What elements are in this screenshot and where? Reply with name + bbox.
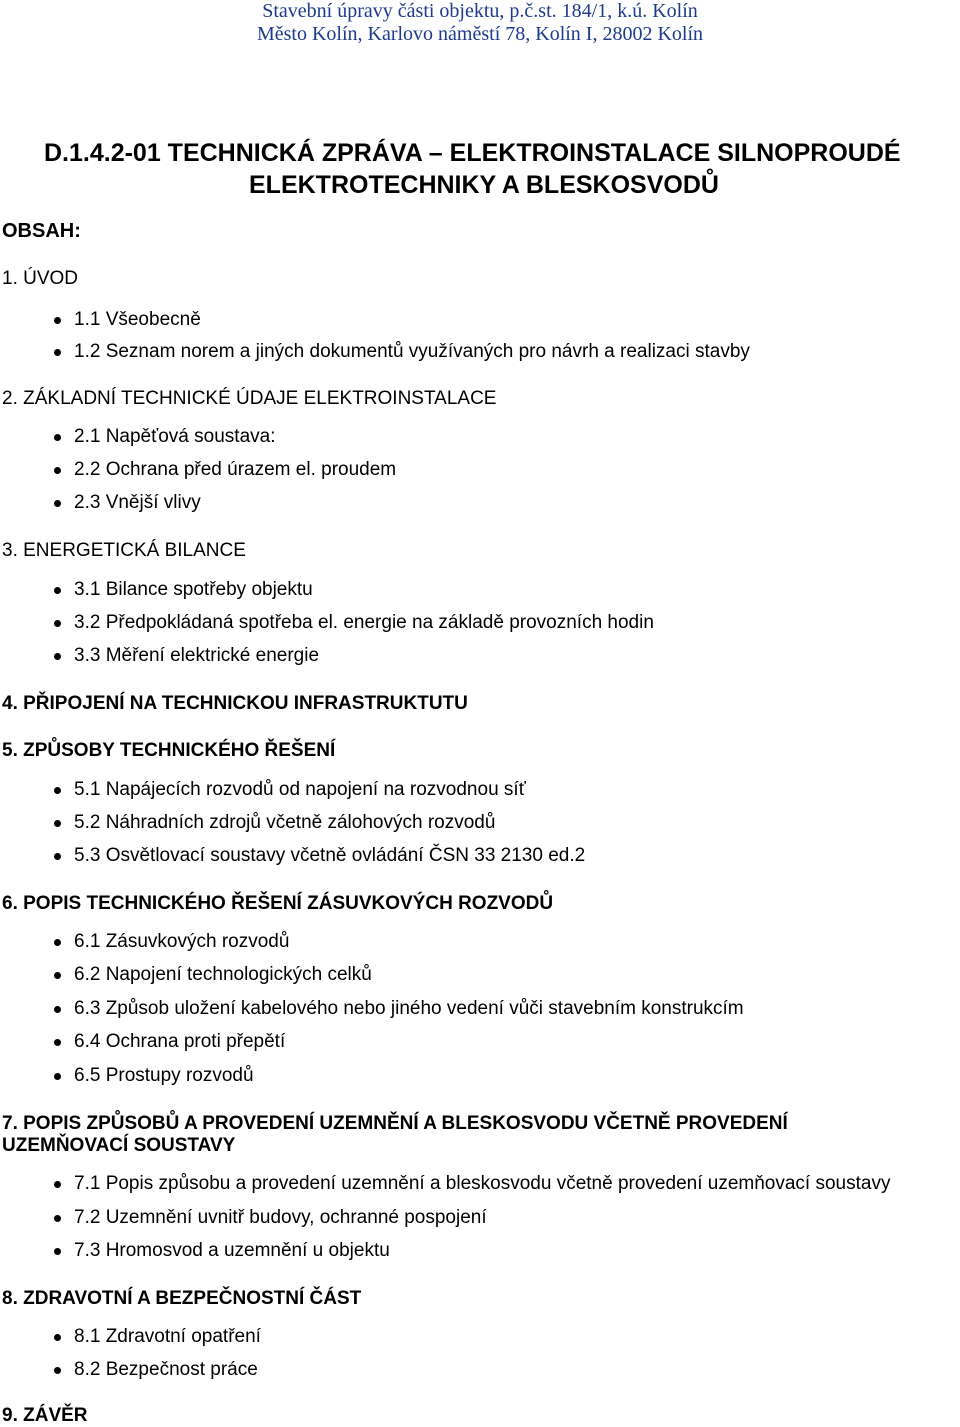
- toc-section-5-heading: 5. ZPŮSOBY TECHNICKÉHO ŘEŠENÍ: [2, 740, 336, 761]
- contents-label: OBSAH:: [2, 220, 81, 242]
- bullet-icon: [54, 317, 61, 324]
- bullet-icon: [54, 349, 61, 356]
- bullet-icon: [54, 1006, 61, 1013]
- toc-item-5-2: 5.2 Náhradních zdrojů včetně zálohových rozvodů: [54, 812, 495, 834]
- bullet-icon: [54, 972, 61, 979]
- toc-section-3-heading: 3. ENERGETICKÁ BILANCE: [2, 540, 246, 561]
- toc-section-7-heading-line-1: 7. POPIS ZPŮSOBŮ A PROVEDENÍ UZEMNĚNÍ A BLESKOSVODU VČETNĚ PROVEDENÍ: [2, 1113, 788, 1134]
- bullet-icon: [54, 620, 61, 627]
- bullet-icon: [54, 1334, 61, 1341]
- toc-item-6-3: 6.3 Způsob uložení kabelového nebo jiného vedení vůči stavebním konstrukcím: [54, 998, 744, 1020]
- document-title-line-2: ELEKTROTECHNIKY A BLESKOSVODŮ: [249, 171, 719, 199]
- toc-item-2-3: 2.3 Vnější vlivy: [54, 492, 201, 514]
- header-project-line: Stavební úpravy části objektu, p.č.st. 184/1, k.ú. Kolín: [262, 0, 698, 22]
- toc-item-6-4: 6.4 Ochrana proti přepětí: [54, 1031, 285, 1053]
- toc-section-8-heading: 8. ZDRAVOTNÍ A BEZPEČNOSTNÍ ČÁST: [2, 1288, 362, 1309]
- toc-item-5-3: 5.3 Osvětlovací soustavy včetně ovládání ČSN 33 2130 ed.2: [54, 845, 585, 867]
- bullet-icon: [54, 500, 61, 507]
- toc-section-4-heading: 4. PŘIPOJENÍ NA TECHNICKOU INFRASTRUKTUTU: [2, 693, 468, 714]
- bullet-icon: [54, 1073, 61, 1080]
- bullet-icon: [54, 820, 61, 827]
- toc-item-6-2: 6.2 Napojení technologických celků: [54, 964, 372, 986]
- bullet-icon: [54, 587, 61, 594]
- toc-section-2-heading: 2. ZÁKLADNÍ TECHNICKÉ ÚDAJE ELEKTROINSTALACE: [2, 388, 497, 409]
- toc-item-1-2: 1.2 Seznam norem a jiných dokumentů využívaných pro návrh a realizaci stavby: [54, 341, 750, 363]
- toc-item-8-1: 8.1 Zdravotní opatření: [54, 1326, 261, 1348]
- toc-item-8-2: 8.2 Bezpečnost práce: [54, 1359, 258, 1381]
- toc-section-9-heading: 9. ZÁVĚR: [2, 1405, 88, 1426]
- bullet-icon: [54, 939, 61, 946]
- bullet-icon: [54, 787, 61, 794]
- bullet-icon: [54, 467, 61, 474]
- document-title: [44, 137, 944, 201]
- toc-item-2-2: 2.2 Ochrana před úrazem el. proudem: [54, 459, 396, 481]
- toc-item-6-5: 6.5 Prostupy rozvodů: [54, 1065, 254, 1087]
- bullet-icon: [54, 1215, 61, 1222]
- bullet-icon: [54, 1181, 61, 1188]
- bullet-icon: [54, 853, 61, 860]
- toc-item-2-1: 2.1 Napěťová soustava:: [54, 426, 275, 448]
- toc-item-7-3: 7.3 Hromosvod a uzemnění u objektu: [54, 1240, 390, 1262]
- toc-item-5-1: 5.1 Napájecích rozvodů od napojení na rozvodnou síť: [54, 779, 526, 801]
- toc-section-6-heading: 6. POPIS TECHNICKÉHO ŘEŠENÍ ZÁSUVKOVÝCH ROZVODŮ: [2, 893, 554, 914]
- bullet-icon: [54, 653, 61, 660]
- bullet-icon: [54, 434, 61, 441]
- toc-item-7-2: 7.2 Uzemnění uvnitř budovy, ochranné pospojení: [54, 1207, 487, 1229]
- page-header: [0, 0, 960, 46]
- toc-item-1-1: 1.1 Všeobecně: [54, 309, 201, 331]
- toc-section-7-heading-line-2: UZEMŇOVACÍ SOUSTAVY: [2, 1135, 236, 1156]
- toc-section-1-heading: 1. ÚVOD: [2, 268, 79, 289]
- bullet-icon: [54, 1039, 61, 1046]
- toc-item-3-1: 3.1 Bilance spotřeby objektu: [54, 579, 313, 601]
- header-address-line: Město Kolín, Karlovo náměstí 78, Kolín I, 28002 Kolín: [256, 23, 704, 45]
- bullet-icon: [54, 1248, 61, 1255]
- toc-item-6-1: 6.1 Zásuvkových rozvodů: [54, 931, 289, 953]
- bullet-icon: [54, 1367, 61, 1374]
- toc-item-3-2: 3.2 Předpokládaná spotřeba el. energie na základě provozních hodin: [54, 612, 654, 634]
- toc-item-3-3: 3.3 Měření elektrické energie: [54, 645, 319, 667]
- toc-section-7-heading: [2, 1113, 788, 1157]
- document-title-line-1: D.1.4.2-01 TECHNICKÁ ZPRÁVA – ELEKTROINSTALACE SILNOPROUDÉ: [44, 139, 901, 167]
- toc-item-7-1: 7.1 Popis způsobu a provedení uzemnění a bleskosvodu včetně provedení uzemňovací soustavy: [54, 1173, 890, 1195]
